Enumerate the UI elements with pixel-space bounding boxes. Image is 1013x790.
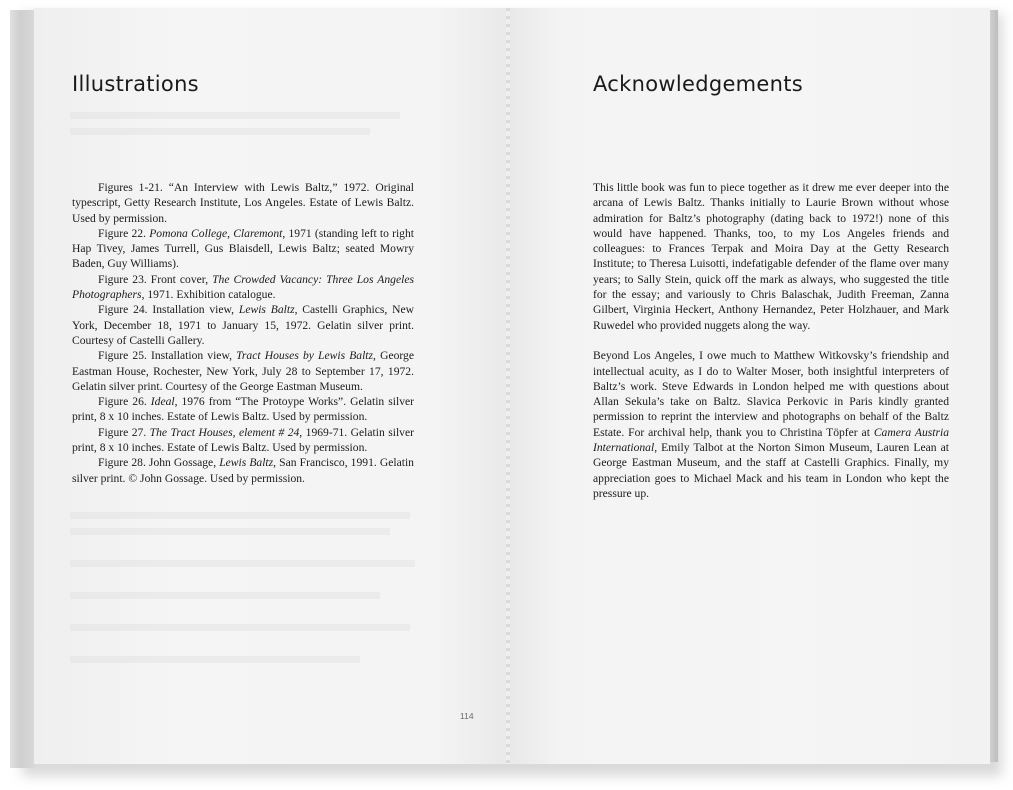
page-number: 114 xyxy=(460,711,474,721)
show-through-line xyxy=(70,592,380,599)
figure-caption xyxy=(72,272,414,303)
figure-caption xyxy=(72,394,414,425)
text-run: Figure 23. Front cover, xyxy=(98,272,213,286)
paragraph xyxy=(593,348,949,501)
text-run: Figure 28. John Gossage, xyxy=(98,456,220,470)
show-through-line xyxy=(70,624,410,631)
text-run: Figure 25. Installation view, xyxy=(98,349,237,363)
italic-title: The Tract Houses, element # 24 xyxy=(149,425,300,439)
text-run: Figures 1-21. “An Interview with Lewis Baltz,” 1972. Original typescript, Getty Research Institute, Los Angeles. Estate of Lewis Baltz. Used by permission. xyxy=(72,181,414,225)
figure-caption xyxy=(72,302,414,348)
italic-title: Lewis Baltz xyxy=(219,456,274,470)
acknowledgements-text xyxy=(593,180,949,517)
figure-caption xyxy=(72,180,414,226)
text-run: Figure 22. xyxy=(98,226,150,240)
italic-title: Tract Houses by Lewis Baltz xyxy=(236,349,374,363)
italic-title: The Crowded Vacancy: Three Los Angeles Photographers xyxy=(72,272,414,302)
text-run: Figure 26. xyxy=(98,395,151,409)
page-heading-illustrations: Illustrations xyxy=(72,72,199,96)
text-run: , San Francisco, 1991. Gelatin silver print. © John Gossage. Used by permission. xyxy=(72,456,414,485)
text-run: , Castelli Graphics, New York, December 18, 1971 to January 15, 1972. Gelatin silver print. Courtesy of Castelli Gallery. xyxy=(72,303,415,347)
text-run: , 1971 (standing left to right Hap Tivey, James Turrell, Gus Blaisdell, Lewis Baltz; seated Mowry Baden, Guy Williams). xyxy=(72,226,415,271)
text-run: , Emily Talbot at the Norton Simon Museum, Lauren Lean at George Eastman Museum, and the staff at Castelli Graphics. Finally, my appreciation goes to Michael Mack and his team in London who kept the pressure up. xyxy=(593,441,949,500)
figure-caption xyxy=(72,226,414,272)
gutter xyxy=(506,8,510,764)
figure-caption xyxy=(72,455,414,486)
italic-title: Lewis Baltz xyxy=(238,303,295,317)
text-run: , 1971. Exhibition catalogue. xyxy=(141,288,276,302)
text-run: This little book was fun to piece together as it drew me ever deeper into the arcana of Lewis Baltz. Thanks initially to Laurie Brown without whose admiration for Baltz’s photography (dating back to 1972!) none of this would have happened. Thanks, too, to my Los Angeles friends and colleagues: to Frances Terpak and Moira Day at the Getty Research Institute; to Theresa Luisotti, indefatigable defender of the flame over many years; to Sally Stein, quick off the mark as always, who suggested the title for the essay; and variously to Chris Balaschak, Judith Freeman, Zanna Gilbert, Virginia Heckert, Anthony Hernandez, Peter Holzhauer, and Mark Ruwedel who provided nuggets along the way. xyxy=(593,181,949,332)
text-run: Figure 27. xyxy=(98,425,150,439)
italic-title: Pomona College, Claremont xyxy=(149,226,283,240)
text-run: , George Eastman House, Rochester, New York, July 28 to September 17, 1972. Gelatin silver print. Courtesy of the George Eastman Museum. xyxy=(72,349,414,393)
figure-caption xyxy=(72,348,414,394)
text-run: , 1976 from “The Protoype Works”. Gelatin silver print, 8 x 10 inches. Estate of Lewis Baltz. Used by permission. xyxy=(72,395,414,424)
show-through-line xyxy=(70,128,370,135)
show-through-line xyxy=(70,528,390,535)
text-run: , 1969-71. Gelatin silver print, 8 x 10 inches. Estate of Lewis Baltz. Used by permission. xyxy=(72,425,414,455)
show-through-line xyxy=(70,656,360,663)
page-heading-acknowledgements: Acknowledgements xyxy=(593,72,804,96)
show-through-line xyxy=(70,112,400,119)
show-through-line xyxy=(70,512,410,519)
italic-title: Camera Austria International xyxy=(593,425,950,455)
text-run: Beyond Los Angeles, I owe much to Matthew Witkovsky’s friendship and intellectual acuity, as I do to Walter Moser, both insightful interpreters of Baltz’s work. Steve Edwards in London helped me with questions about Allan Sekula’s take on Baltz. Slavica Perkovic in Paris kindly granted permission to reprint the interview and photographs on behalf of the Baltz Estate. For archival help, thank you to Christina Töpfer at xyxy=(593,349,949,439)
paragraph xyxy=(593,180,949,333)
italic-title: Ideal xyxy=(150,395,175,409)
show-through-line xyxy=(70,560,415,567)
figure-caption xyxy=(72,425,414,456)
figure-list xyxy=(72,180,414,486)
text-run: Figure 24. Installation view, xyxy=(98,303,239,317)
page-block-edge xyxy=(10,10,36,768)
